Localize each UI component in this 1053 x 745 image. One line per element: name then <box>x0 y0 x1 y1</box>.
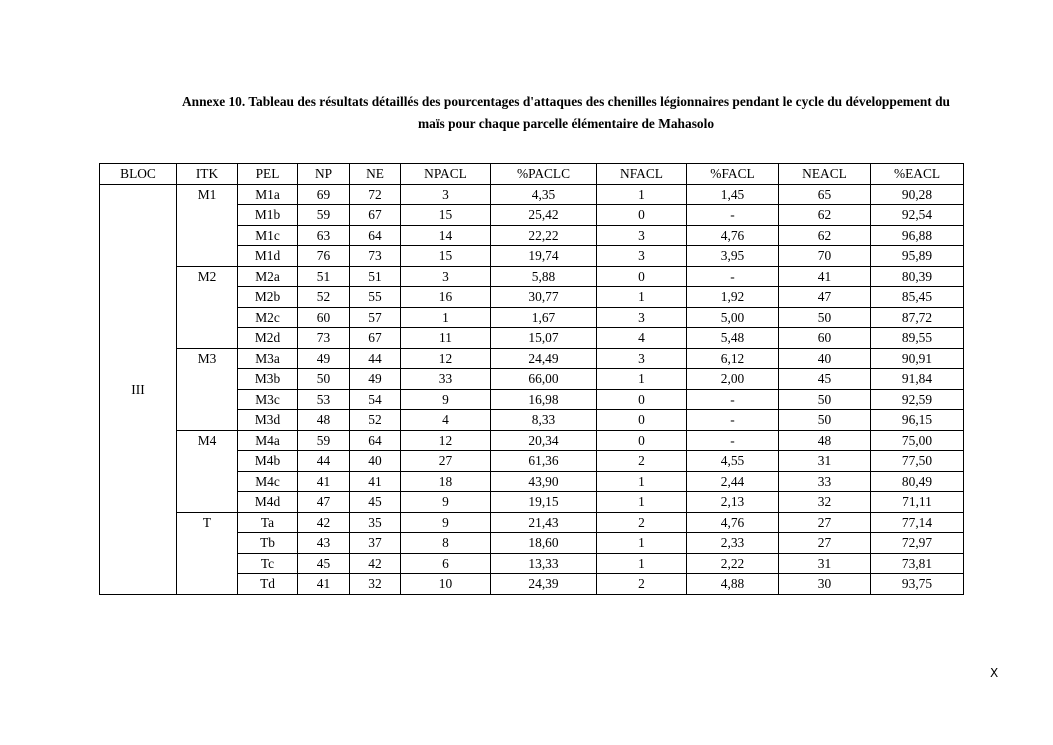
table-cell: 1 <box>597 184 687 205</box>
table-cell: M1b <box>238 205 298 226</box>
itk-cell: M3 <box>177 348 238 430</box>
table-cell: 60 <box>298 307 350 328</box>
table-cell: 16 <box>401 287 491 308</box>
table-cell: 50 <box>779 389 871 410</box>
table-cell: 48 <box>779 430 871 451</box>
table-cell: Ta <box>238 512 298 533</box>
column-header: NFACL <box>597 164 687 185</box>
table-cell: 77,50 <box>871 451 964 472</box>
table-cell: 41 <box>779 266 871 287</box>
table-cell: 93,75 <box>871 574 964 595</box>
table-cell: 53 <box>298 389 350 410</box>
table-cell: Td <box>238 574 298 595</box>
table-cell: 49 <box>298 348 350 369</box>
table-cell: 15,07 <box>491 328 597 349</box>
table-cell: 77,14 <box>871 512 964 533</box>
table-cell: 91,84 <box>871 369 964 390</box>
column-header: PEL <box>238 164 298 185</box>
table-cell: 4,35 <box>491 184 597 205</box>
table-cell: 27 <box>779 512 871 533</box>
table-cell: 12 <box>401 430 491 451</box>
table-cell: 41 <box>298 471 350 492</box>
table-cell: 18,60 <box>491 533 597 554</box>
column-header: %EACL <box>871 164 964 185</box>
table-row <box>100 512 964 533</box>
table-cell: 92,59 <box>871 389 964 410</box>
table-cell: 15 <box>401 246 491 267</box>
table-cell: 19,15 <box>491 492 597 513</box>
table-cell: 69 <box>298 184 350 205</box>
table-caption <box>118 91 1014 135</box>
table-cell: 1 <box>597 287 687 308</box>
column-header: %FACL <box>687 164 779 185</box>
table-cell: 2,33 <box>687 533 779 554</box>
table-cell: 12 <box>401 348 491 369</box>
table-cell: 2,00 <box>687 369 779 390</box>
table-cell: 5,88 <box>491 266 597 287</box>
table-cell: 31 <box>779 451 871 472</box>
table-cell: 87,72 <box>871 307 964 328</box>
table-cell: 48 <box>298 410 350 431</box>
bloc-cell: III <box>100 184 177 594</box>
table-cell: 1 <box>597 369 687 390</box>
table-cell: 20,34 <box>491 430 597 451</box>
table-cell: 1 <box>597 553 687 574</box>
table-cell: - <box>687 410 779 431</box>
table-cell: 9 <box>401 492 491 513</box>
table-cell: 4,76 <box>687 225 779 246</box>
table-cell: 16,98 <box>491 389 597 410</box>
table-cell: 2,44 <box>687 471 779 492</box>
table-cell: Tb <box>238 533 298 554</box>
table-cell: 1 <box>597 533 687 554</box>
page-number: X <box>990 666 999 680</box>
table-cell: 3 <box>597 307 687 328</box>
table-cell: 64 <box>350 430 401 451</box>
table-cell: 5,00 <box>687 307 779 328</box>
table-cell: 19,74 <box>491 246 597 267</box>
table-cell: 13,33 <box>491 553 597 574</box>
table-cell: 59 <box>298 430 350 451</box>
itk-cell: M1 <box>177 184 238 266</box>
table-cell: 50 <box>779 307 871 328</box>
table-cell: 67 <box>350 205 401 226</box>
table-cell: 89,55 <box>871 328 964 349</box>
table-row <box>100 184 964 205</box>
table-cell: 24,39 <box>491 574 597 595</box>
table-cell: M3c <box>238 389 298 410</box>
table-cell: 0 <box>597 266 687 287</box>
table-cell: - <box>687 389 779 410</box>
table-cell: 80,39 <box>871 266 964 287</box>
table-cell: 4 <box>597 328 687 349</box>
table-cell: 59 <box>298 205 350 226</box>
table-cell: 30 <box>779 574 871 595</box>
table-cell: 3 <box>597 225 687 246</box>
table-cell: 40 <box>350 451 401 472</box>
table-cell: M1a <box>238 184 298 205</box>
table-cell: - <box>687 205 779 226</box>
table-cell: 25,42 <box>491 205 597 226</box>
table-cell: M4d <box>238 492 298 513</box>
table-cell: M1c <box>238 225 298 246</box>
table-row <box>100 430 964 451</box>
table-cell: 31 <box>779 553 871 574</box>
table-cell: 24,49 <box>491 348 597 369</box>
table-cell: 90,91 <box>871 348 964 369</box>
table-cell: M4b <box>238 451 298 472</box>
table-cell: 66,00 <box>491 369 597 390</box>
table-cell: 47 <box>298 492 350 513</box>
table-cell: 3,95 <box>687 246 779 267</box>
table-cell: - <box>687 266 779 287</box>
table-cell: 14 <box>401 225 491 246</box>
table-cell: 27 <box>401 451 491 472</box>
table-cell: 30,77 <box>491 287 597 308</box>
column-header: NEACL <box>779 164 871 185</box>
table-cell: 72 <box>350 184 401 205</box>
column-header: NP <box>298 164 350 185</box>
table-cell: 62 <box>779 205 871 226</box>
table-cell: M2c <box>238 307 298 328</box>
table-cell: 33 <box>401 369 491 390</box>
table-cell: M3d <box>238 410 298 431</box>
table-cell: 1,45 <box>687 184 779 205</box>
table-cell: 73,81 <box>871 553 964 574</box>
table-cell: 71,11 <box>871 492 964 513</box>
table-cell: 85,45 <box>871 287 964 308</box>
table-cell: 43 <box>298 533 350 554</box>
table-cell: 96,15 <box>871 410 964 431</box>
table-cell: 22,22 <box>491 225 597 246</box>
table-cell: 76 <box>298 246 350 267</box>
table-cell: 95,89 <box>871 246 964 267</box>
header-row <box>100 164 964 185</box>
table-cell: - <box>687 430 779 451</box>
table-cell: 41 <box>350 471 401 492</box>
itk-cell: T <box>177 512 238 594</box>
table-cell: 51 <box>350 266 401 287</box>
table-row <box>100 348 964 369</box>
table-cell: 2 <box>597 451 687 472</box>
table-cell: 11 <box>401 328 491 349</box>
table-cell: M1d <box>238 246 298 267</box>
table-cell: M4c <box>238 471 298 492</box>
table-cell: M3b <box>238 369 298 390</box>
column-header: %PACLC <box>491 164 597 185</box>
table-cell: 45 <box>350 492 401 513</box>
table-cell: 33 <box>779 471 871 492</box>
table-cell: 1 <box>597 471 687 492</box>
table-cell: 40 <box>779 348 871 369</box>
table-cell: 10 <box>401 574 491 595</box>
table-cell: 73 <box>298 328 350 349</box>
table-cell: 44 <box>298 451 350 472</box>
table-cell: 8 <box>401 533 491 554</box>
table-cell: 51 <box>298 266 350 287</box>
table-cell: 65 <box>779 184 871 205</box>
table-cell: 18 <box>401 471 491 492</box>
table-cell: M4a <box>238 430 298 451</box>
table-cell: 15 <box>401 205 491 226</box>
table-cell: 45 <box>779 369 871 390</box>
table-cell: 6,12 <box>687 348 779 369</box>
column-header: NPACL <box>401 164 491 185</box>
table-cell: 47 <box>779 287 871 308</box>
table-cell: 6 <box>401 553 491 574</box>
table-cell: 54 <box>350 389 401 410</box>
column-header: ITK <box>177 164 238 185</box>
table-cell: 9 <box>401 389 491 410</box>
table-cell: 45 <box>298 553 350 574</box>
table-cell: 1,92 <box>687 287 779 308</box>
table-cell: M2a <box>238 266 298 287</box>
table-cell: 1 <box>597 492 687 513</box>
table-cell: 62 <box>779 225 871 246</box>
table-cell: 3 <box>401 266 491 287</box>
table-cell: 73 <box>350 246 401 267</box>
table-cell: 52 <box>298 287 350 308</box>
table-cell: 50 <box>779 410 871 431</box>
table-cell: 4 <box>401 410 491 431</box>
table-body <box>100 184 964 594</box>
table-cell: 32 <box>779 492 871 513</box>
table-cell: M3a <box>238 348 298 369</box>
table-cell: 3 <box>597 348 687 369</box>
table-cell: 57 <box>350 307 401 328</box>
table-cell: 35 <box>350 512 401 533</box>
caption-line-1: Annexe 10. Tableau des résultats détaillés des pourcentages d'attaques des chenilles légionnaires pendant le cycle du développement du <box>181 94 951 109</box>
table-cell: 3 <box>597 246 687 267</box>
table-cell: 55 <box>350 287 401 308</box>
table-cell: 5,48 <box>687 328 779 349</box>
table-cell: M2b <box>238 287 298 308</box>
table-cell: 2,22 <box>687 553 779 574</box>
table-cell: 96,88 <box>871 225 964 246</box>
table-cell: 92,54 <box>871 205 964 226</box>
caption-line-2: maïs pour chaque parcelle élémentaire de Mahasolo <box>417 116 715 131</box>
table-cell: 64 <box>350 225 401 246</box>
table-cell: 49 <box>350 369 401 390</box>
table-cell: 27 <box>779 533 871 554</box>
table-cell: 61,36 <box>491 451 597 472</box>
table-cell: 52 <box>350 410 401 431</box>
column-header: BLOC <box>100 164 177 185</box>
table-cell: 2 <box>597 574 687 595</box>
table-cell: 42 <box>298 512 350 533</box>
table-cell: 4,88 <box>687 574 779 595</box>
table-cell: 4,76 <box>687 512 779 533</box>
table-cell: 2 <box>597 512 687 533</box>
table-cell: 32 <box>350 574 401 595</box>
table-cell: 42 <box>350 553 401 574</box>
results-table <box>99 163 964 595</box>
table-cell: 60 <box>779 328 871 349</box>
table-cell: 50 <box>298 369 350 390</box>
table-cell: 1,67 <box>491 307 597 328</box>
table-cell: 0 <box>597 389 687 410</box>
table-cell: 43,90 <box>491 471 597 492</box>
table-cell: 0 <box>597 430 687 451</box>
table-cell: 1 <box>401 307 491 328</box>
table-cell: 75,00 <box>871 430 964 451</box>
table-cell: 72,97 <box>871 533 964 554</box>
table-cell: 0 <box>597 205 687 226</box>
table-cell: 67 <box>350 328 401 349</box>
itk-cell: M4 <box>177 430 238 512</box>
table-cell: 2,13 <box>687 492 779 513</box>
table-cell: 80,49 <box>871 471 964 492</box>
table-cell: 3 <box>401 184 491 205</box>
table-cell: M2d <box>238 328 298 349</box>
table-cell: 37 <box>350 533 401 554</box>
column-header: NE <box>350 164 401 185</box>
table-cell: 4,55 <box>687 451 779 472</box>
table-cell: 63 <box>298 225 350 246</box>
table-row <box>100 266 964 287</box>
table-cell: 21,43 <box>491 512 597 533</box>
table-cell: 0 <box>597 410 687 431</box>
table-cell: 44 <box>350 348 401 369</box>
table-cell: Tc <box>238 553 298 574</box>
table-cell: 70 <box>779 246 871 267</box>
table-cell: 9 <box>401 512 491 533</box>
itk-cell: M2 <box>177 266 238 348</box>
table-cell: 41 <box>298 574 350 595</box>
table-cell: 90,28 <box>871 184 964 205</box>
table-cell: 8,33 <box>491 410 597 431</box>
